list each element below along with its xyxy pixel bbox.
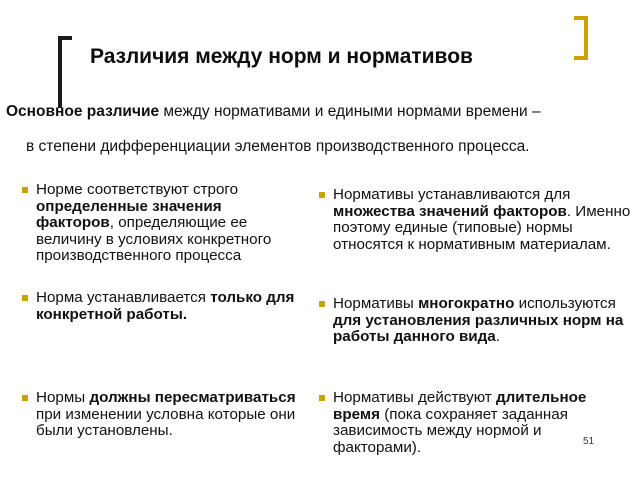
bullet-text-run: (пока сохраняет заданная зависимость между нормой и факторами). (333, 405, 568, 456)
bullet-marker (22, 395, 28, 401)
bullet-text-run: Норме соответствуют строго (36, 181, 239, 198)
bullet-text (333, 389, 586, 456)
bullet-text-run: . (495, 328, 500, 345)
bracket-right-top (574, 16, 588, 20)
left-bullet-1 (36, 182, 296, 265)
right-bullet-1 (333, 187, 633, 253)
bullet-marker (319, 395, 325, 401)
bullet-text (333, 295, 623, 345)
bullet-text-run: используются (514, 295, 616, 312)
bullet-text-bold: должны пересматриваться (89, 389, 296, 406)
bullet-text-bold: для установления различных норм на работы данного вида (333, 311, 624, 345)
bullet-marker (22, 295, 28, 301)
bullet-text-run: , определяющие ее величину в условиях конкретного производственного процесса (36, 214, 272, 264)
bullet-text-bold: многократно (418, 295, 515, 312)
bullet-marker (22, 187, 28, 193)
page-number: 51 (583, 436, 595, 447)
left-bullet-2 (36, 290, 296, 323)
bullet-text-run: Нормативы устанавливаются для (333, 186, 571, 203)
lead-line-2: в степени дифференциации элементов производственного процесса. (26, 138, 530, 155)
title-bracket-left (58, 36, 72, 108)
bullet-marker (319, 301, 325, 307)
title-bracket-right (574, 16, 588, 60)
bullet-text (333, 186, 630, 253)
bullet-text-run: Норма устанавливается (36, 289, 211, 306)
bullet-text-run: Нормативы (333, 295, 419, 312)
slide-title: Различия между норм и нормативов (90, 45, 473, 68)
bullet-marker (319, 192, 325, 198)
bullet-text-run: Нормативы действуют (333, 389, 496, 406)
bullet-text (36, 389, 296, 439)
bullet-text-bold: длительное время (333, 389, 587, 423)
bullet-text-run: . Именно поэтому единые (типовые) нормы относятся к нормативным материалам. (333, 202, 631, 253)
lead-bold: Основное различие (6, 103, 160, 120)
bullet-text-run: Нормы (36, 389, 90, 406)
bracket-right-vertical (584, 16, 588, 60)
bullet-text-bold: множества значений факторов (333, 202, 567, 220)
bracket-left-vertical (58, 36, 62, 108)
bullet-text (36, 289, 294, 323)
right-bullet-2 (333, 296, 633, 346)
bullet-text (36, 181, 271, 264)
lead-line-1 (6, 103, 636, 121)
bracket-right-bottom (574, 56, 588, 60)
lead-rest: между нормативами и едиными нормами времени – (159, 103, 541, 120)
left-bullet-3 (36, 390, 296, 440)
bullet-text-bold: определенные значения факторов (36, 197, 222, 231)
bullet-text-bold: только для конкретной работы. (36, 289, 295, 323)
bullet-text-run: при изменении условна которые они были установлены. (36, 405, 296, 439)
bracket-left-top (58, 36, 72, 40)
